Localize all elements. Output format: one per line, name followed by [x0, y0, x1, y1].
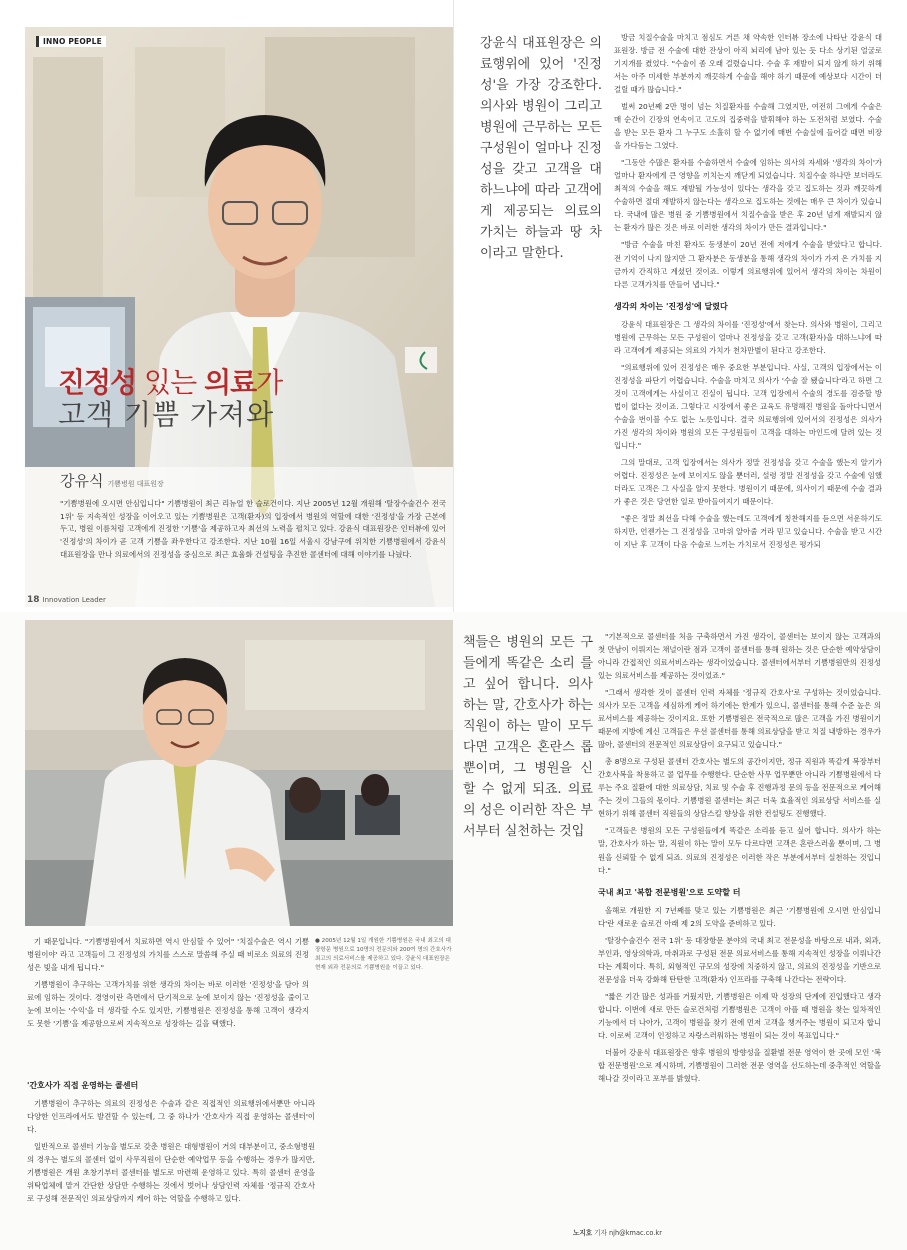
paragraph: 기 때문입니다. "기쁨병원에서 치료하면 역시 안심할 수 있어" '치질수술은 역시 기쁨병원이야' 라고 고객들이 그 진정성의 가치를 스스로 말씀해 주실 때 비로소 의료의 진정성은 빛을 내게 됩니다.": [27, 937, 309, 973]
headline-line-2: 고객 기쁨 가져와: [58, 398, 275, 432]
page-folio: [27, 595, 106, 605]
headline: [58, 368, 282, 430]
paragraph: 기쁨병원이 추구하는 의료의 진정성은 수술과 같은 직접적인 의료행위에서뿐만 아니라 다양한 인프라에서도 발견할 수 있는데, 그 중 하나가 '간호사가 직접 운영하는 콜센터'이다.: [27, 1099, 315, 1135]
paragraph: 더불어 강윤식 대표원장은 향후 병원의 방향성을 질환별 전문 영역이 한 곳에 모인 '복합 전문병원'으로 제시하며, 기쁨병원이 그러한 전문 영역을 선도하는데 중추적인 역할을 해나갈 것이라고 포부를 밝혔다.: [598, 1047, 881, 1084]
paragraph: 그의 말대로, 고객 입장에서는 의사가 정말 진정성을 갖고 수술을 했는지 알기가 어렵다. 진정성은 눈에 보이지도 않을 뿐더러, 설령 정말 진정성을 갖고 수술에 임했더라도 고객은 그 사실을 알지 못한다. 병원이기 때문에, 의사이기 때문에 수술 결과가 좋은 것은 당연한 일로 받아들여지기 때문이다.: [614, 457, 882, 507]
paragraph: "좋은 정말 최선을 다해 수술을 했는데도 고객에게 칭찬해지를 듣으면 서운하기도 하지만, 언젠가는 그 진정성을 고마위 알아줄 거라 믿고 있습니다. 수술을 받고 시간이 지난 후 고객이 다음 수술로 느끼는 가치로서 진정성은 평가되: [614, 514, 882, 550]
top-right-column: [614, 31, 882, 555]
bottom-right-column: [598, 630, 881, 1089]
paragraph: 올해로 개원한 지 7년째를 맞고 있는 기쁨병원은 최근 '기쁨병원에 오시면 안심입니다'란 새로운 슬로건 아래 제 2의 도약을 준비하고 있다.: [598, 905, 881, 928]
paragraph: 강윤식 대표원장은 그 생각의 차이를 '진정성'에서 찾는다. 의사와 병원이, 그리고 병원에 근무하는 모든 구성원이 얼마나 진정성을 갖고 고객(환자)을 대하느냐에 따라 고객에게 제공되는 의료의 가치가 천차만별이 된다고 강조한다.: [614, 319, 882, 355]
section-heading: 국내 최고 '복합 전문병원'으로 도약할 터: [598, 887, 741, 897]
paragraph: "고객들은 병원의 모든 구성원들에게 똑같은 소리를 듣고 싶어 합니다. 의사가 하는 말, 간호사가 하는 말, 직원이 하는 말이 모두 다르다면 고객은 혼란스러울 뿐이며, 그 병원을 신뢰할 수 없게 되죠. 의료의 진정성은 이러한 작은 부분에서부터 실천하는 것입니다.": [598, 826, 881, 875]
bottom-left-column-bottom: [27, 1070, 315, 1209]
paragraph: 방금 치질수술을 마치고 점심도 거른 채 약속한 인터뷰 장소에 나타난 강윤식 대표원장. 방금 전 수술에 대한 잔상이 아직 뇌리에 남아 있는 듯 다소 상기된 얼굴로 기지개를 켰었다. "수술이 좀 오래 걸렸습니다. 수술 후 재발이 되지 않게 하기 위해서는 아주 미세한 부분까지 깨끗하게 수술을 해야 하기 때문에 예상보다 시간이 더 걸릴 때가 많습니다.": [614, 33, 882, 95]
headline-plain-1: 있는: [136, 366, 205, 399]
headline-line-1: [58, 368, 282, 397]
name-title: 기쁨병원 대표원장: [107, 480, 164, 488]
reporter-credit: [573, 1227, 662, 1237]
headline-bold-2: 의료: [204, 366, 257, 399]
headline-plain-2: 가: [256, 366, 283, 399]
paragraph: 일반적으로 콜센터 기능을 별도로 갖춘 병원은 대형병원이 거의 대부분이고, 중소형병원의 경우는 별도의 콜센터 없이 사무직원이 단순한 예약업무 등을 수행하는 경우가 많지만, 기쁨병원은 개원 초창기부터 콜센터를 별도로 마련해 운영하고 있다. 특히 콜센터 운영을 위탁업체에 맡겨 간단한 상담만 수행하는 것에서 벗어나 상담인력 자체를 '정규직 간호사로 구성해 전문적인 의료상담까지 케어 하는 역할을 수행하고 있다.: [27, 1142, 315, 1204]
section-heading: '간호사가 직접 운영하는 콜센터: [27, 1081, 139, 1090]
paragraph: 총 8명으로 구성된 콜센터 간호사는 별도의 공간이지만, 정규 직원과 똑같게 복장부터 간호사복을 착용하고 콜 업무를 수행한다. 단순한 사무 업무뿐만 아니라 기쁨병원에서 다루는 주요 질환에 대한 의료상담, 치료 및 수술 후 진행과정 문의 등을 전문적으로 케어해 주는 것이 그들의 몫이다. 기쁨병원 콜센터는 최근 더욱 효율적인 의료상담 서비스를 실현하기 위해 콜센터 직원들의 상담스킬 향상을 위한 컨설팅도 진행했다.: [598, 757, 881, 819]
partial-pull-quote: 책들은 병원의 모든 구 들에게 똑같은 소리 를고 싶어 합니다. 의사 하는 말, 간호사가 하는 직원이 하는 말이 모두 다면 고객은 혼란스 롭뿐이며, 그 병원을 신 할 수 없게 되죠. 의료의 성은 이러한 작은 부 서부터 실천하는 것입: [463, 635, 593, 840]
bottom-left-column-top: [27, 935, 309, 1034]
reporter-email: 기자 njh@kmac.co.kr: [594, 1229, 662, 1237]
section-heading: 생각의 차이는 '진정성'에 달렸다: [614, 301, 728, 311]
office-photo: [25, 620, 453, 926]
paragraph: '탈장수술건수 전국 1위' 등 대장항문 분야의 국내 최고 전문성을 바탕으로 내과, 외과, 부인과, 영상의학과, 마취과로 구성된 전문 의료서비스를 통해 지속적인 성장을 이뤄나간다는 계획이다. 특히, 외형적인 규모의 성장에 치중하지 않고, 의료의 진정성을 기반으로 전문성을 더욱 강화해 탄탄한 고객(환자) 인프라를 구축해 나간다는 전략이다.: [598, 935, 881, 984]
paragraph: "기본적으로 콜센터를 처음 구축하면서 가진 생각이, 콜센터는 보이지 않는 고객과의 첫 만남이 이뤄지는 채널이란 점과 고객이 콜센터를 통해 원하는 것은 단순한 예약상담이 아니라 간접적인 의료서비스라는 생각이었습니다. 콜센터에서부터 기쁨병원만의 진정성 있는 의료서비스를 제공하는 것이었죠.": [598, 632, 881, 681]
magazine-name: Innovation Leader: [42, 596, 106, 604]
photo-caption: ● 2005년 12월 1일 개원한 기쁨병원은 국내 최고의 대장항문 병원으로 10명의 전문의와 200여 명의 간호사가 최고의 의료서비스를 제공하고 있다. 강윤식 대표원장은 현재 외과 전문의로 기쁨병원을 이끌고 있다.: [315, 938, 452, 971]
paragraph: "짧은 기간 많은 성과를 거뒀지만, 기쁨병원은 이제 막 성장의 단계에 진입했다고 생각합니다. 이번에 새로 만든 슬로건처럼 기쁨병원은 고객이 아플 때 병원을 찾는 일차적인 기능에서 더 나아가, 고객이 병원을 찾기 전에 먼저 고객을 챙겨주는 병원이 되고자 합니다. 이로써 고객이 인정하고 자랑스러워하는 병원이 되는 것이 목표입니다.": [598, 991, 881, 1040]
intro-box: [60, 470, 446, 562]
reporter-name: 노지호: [573, 1229, 593, 1237]
section-tag: INNO PEOPLE: [36, 36, 106, 47]
name-text: 강유식: [60, 472, 104, 490]
page-number: 18: [27, 595, 40, 605]
intro-paragraph: "기쁨병원에 오시면 안심입니다" 기쁨병원이 최근 리뉴얼 한 슬로건이다. 지난 2005년 12월 개원해 '탈장수술건수 전국 1위' 등 지속적인 성장을 이어오고 있는 기쁨병원은 고객(환자)의 입장에서 병원의 역할에 대한 '진정성'을 가장 근본에 두고, 병원 이름처럼 고객에게 진정한 '기쁨'을 제공하고자 최선의 노력을 펼치고 있다. 강윤식 대표원장은 인터뷰에 있어 '진정성'의 차이가 곧 고객 기쁨을 좌우한다고 강조한다. 지난 10월 16일 서울시 강남구에 위치한 기쁨병원에서 강윤식 대표원장을 만나 의료에서의 진정성을 중심으로 최근 효율화 건설팅을 추진한 콜센터에 대해 이야기를 나눴다.: [60, 499, 446, 559]
paragraph: "의료행위에 있어 진정성은 매우 중요한 부분입니다. 사실, 고객의 입장에서는 이 진정성을 파단기 어렵습니다. 수술을 마치고 의사가 '수술 잘 됐습니다'라고 하면 그것이 고객에게는 사실이고 진실이 됩니다. 고객 입장에서 수술의 경도를 검증할 방법이 없다는 것이죠. 그렇다고 시장에서 좋은 교육도 유명해진 병원을 돌아다니면서 수술을 번이블 수도 없는 노릇입니다. 결국 의료행위에 있어서의 진정성은 의사가 가진 생각의 차이와 병원의 모든 구성원들이 고객을 대하는 마인드에 달려 있는 것입니다.": [614, 362, 882, 450]
paragraph: 기쁨병원이 추구하는 고객가치를 위한 생각의 차이는 바로 이러한 '진정성'을 담아 의료에 임하는 것이다. 경영이란 측면에서 단기적으로 눈에 보이지 않는 '진정성을 줄이고 눈에 보이는 '수익'을 더 생각할 수도 있지만, 기쁨병원은 진정성을 통해 고객이 생각지도 못한 '기쁨'을 제공함으로써 지속적으로 성장하는 길을 택했다.: [27, 980, 309, 1029]
paragraph: "그동안 수많은 환자를 수술하면서 수술에 임하는 의사의 자세와 '생각의 차이'가 얼마나 환자에게 큰 영향을 끼치는지 깨닫게 되었습니다. 치질수술 하나만 보더라도 최적의 수술을 해도 재발될 가능성이 있다는 생각을 갖고 집도하는 것과 깨끗하게 수술하면 절대 재발하지 않는다는 생각으로 집도하는 것에는 매우 큰 차이가 있습니다. 국내에 많은 병원 중 기쁨병원에서 치질수술을 받은 후 20년 넘게 재발되지 않는 환자가 많은 것은 바로 이러한 생각의 차이가 만든 결과입니다.": [614, 158, 882, 233]
headline-bold-1: 진정성: [58, 366, 137, 399]
paragraph: "방금 수술을 마친 환자도 동생분이 20년 전에 저에게 수술을 받았다고 합니다. 전 기억이 나지 않지만 그 환자분은 동생분을 통해 생각의 차이가 가져 온 가치를 지금까지 간직하고 계셨던 것이죠. 이렇게 의료행위에 있어서 생각의 차이는 차원이 다른 고객가치를 만들어 냅니다.": [614, 240, 882, 289]
spine-gutter: [453, 0, 454, 612]
paragraph: 벌써 20년째 2만 명이 넘는 치질환자를 수술해 그였지만, 여전히 그에게 수술은 매 순간이 긴장의 연속이고 고도의 집중력을 발휘해야 하는 도전처럼 보였다. 수술을 받는 모든 환자 그 누구도 소홀히 할 수 없기에 매번 수술실에 들어갈 때면 비장을 가다듬는 그였다.: [614, 102, 882, 151]
paragraph: "그래서 생각한 것이 콜센터 인력 자체를 '정규직 간호사'로 구성하는 것이었습니다. 의사가 모든 고객을 세심하게 케어 하기에는 한계가 있으니, 콜센터를 통해 수준 높은 의료서비스를 제공하는 것이지요. 또한 기쁨병원은 전국적으로 많은 고객을 가진 병원이기 때문에 지방에 계신 고객들은 우선 콜센터를 통해 의료상담을 받고 치질 내방하는 경우가 많아, 콜센터의 전문적인 의료상담이 요구되고 있습니다.": [598, 688, 881, 750]
interviewee-name: [60, 470, 446, 491]
pull-quote: 강윤식 대표원장은 의료행위에 있어 '진정성'을 가장 강조한다. 의사와 병원이 그리고 병원에 근무하는 모든 구성원이 얼마나 진정성을 갖고 고객을 대하느냐에 따라 고객에게 제공되는 의료의 가치는 하늘과 땅 차이라고 말한다.: [480, 36, 602, 262]
